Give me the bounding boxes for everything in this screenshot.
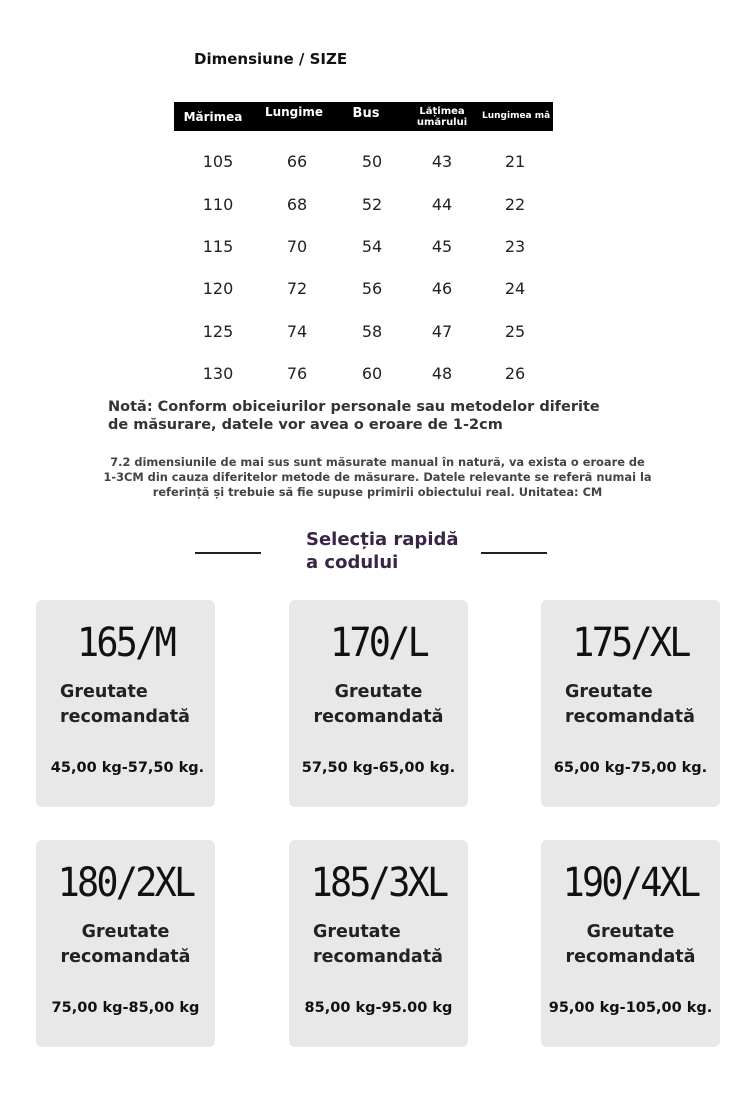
size-card-175-xl[interactable]: [541, 600, 720, 807]
card-weight-range: 75,00 kg-85,00 kg: [51, 1000, 200, 1016]
table-cell: 25: [504, 322, 526, 341]
table-cell: 125: [202, 322, 234, 341]
card-weight-range: 65,00 kg-75,00 kg.: [553, 760, 708, 776]
table-cell: 54: [361, 237, 383, 256]
table-cell: 58: [361, 322, 383, 341]
table-cell: 47: [431, 322, 453, 341]
size-card-180-2xl[interactable]: [36, 840, 215, 1047]
table-cell: 120: [202, 279, 234, 298]
table-cell: 76: [286, 364, 308, 383]
table-cell: 68: [286, 195, 308, 214]
card-size-label: 190/4XL: [562, 860, 699, 906]
card-weight-range: 85,00 kg-95.00 kg: [304, 1000, 453, 1016]
label-line: recomandată: [565, 707, 695, 727]
table-cell: 74: [286, 322, 308, 341]
divider-right: [481, 552, 547, 554]
size-card-165-m[interactable]: [36, 600, 215, 807]
table-cell: 22: [504, 195, 526, 214]
table-row: [174, 364, 553, 388]
table-cell: 44: [431, 195, 453, 214]
card-size-label: 185/3XL: [310, 860, 447, 906]
table-cell: 60: [361, 364, 383, 383]
label-line: Greutate: [565, 682, 653, 702]
card-size-label: 175/XL: [572, 620, 689, 666]
divider-left: [195, 552, 261, 554]
table-cell: 23: [504, 237, 526, 256]
label-line: recomandată: [60, 947, 191, 967]
card-weight-range: 95,00 kg-105,00 kg.: [548, 1000, 713, 1016]
table-cell: 130: [202, 364, 234, 383]
table-cell: 52: [361, 195, 383, 214]
table-cell: 46: [431, 279, 453, 298]
table-cell: 56: [361, 279, 383, 298]
table-cell: 72: [286, 279, 308, 298]
header-length: Lungime: [264, 105, 324, 119]
card-weight-label: [565, 680, 695, 730]
header-size: Mărimea: [183, 109, 243, 124]
table-cell: 105: [202, 152, 234, 171]
table-row: [174, 322, 553, 346]
header-shoulder-width: Lățimea umărului: [416, 105, 468, 128]
table-cell: 26: [504, 364, 526, 383]
label-line: Greutate: [334, 682, 423, 702]
table-row: [174, 279, 553, 303]
card-size-label: 170/L: [329, 620, 427, 666]
table-cell: 66: [286, 152, 308, 171]
card-weight-label: [289, 680, 468, 730]
quick-select-line: a codului: [306, 552, 399, 573]
card-weight-label: [541, 920, 720, 970]
size-card-185-3xl[interactable]: [289, 840, 468, 1047]
card-weight-label: [60, 680, 190, 730]
card-weight-label: [313, 920, 443, 970]
table-cell: 48: [431, 364, 453, 383]
table-cell: 21: [504, 152, 526, 171]
table-cell: 115: [202, 237, 234, 256]
measurement-note: [108, 398, 628, 434]
label-line: Greutate: [586, 922, 675, 942]
label-line: recomandată: [565, 947, 696, 967]
disclaimer-line: 1-3CM din cauza diferitelor metode de măsurare. Datele relevante se referă numai la: [103, 470, 652, 484]
table-cell: 43: [431, 152, 453, 171]
note-line: de măsurare, datele vor avea o eroare de 1-2cm: [108, 417, 503, 433]
table-cell: 50: [361, 152, 383, 171]
size-card-190-4xl[interactable]: [541, 840, 720, 1047]
card-size-label: 180/2XL: [57, 860, 194, 906]
table-cell: 45: [431, 237, 453, 256]
page-title: Dimensiune / SIZE: [194, 50, 348, 68]
note-line: Notă: Conform obiceiurilor personale sau metodelor diferite: [108, 399, 600, 415]
table-cell: 70: [286, 237, 308, 256]
label-line: recomandată: [60, 707, 190, 727]
card-size-label: 165/M: [76, 620, 174, 666]
label-line: Greutate: [60, 682, 148, 702]
label-line: recomandată: [313, 947, 443, 967]
size-table-header: [174, 102, 553, 131]
table-row: [174, 152, 553, 176]
card-weight-label: [36, 920, 215, 970]
table-row: [174, 237, 553, 261]
measurement-disclaimer: [90, 455, 665, 500]
header-sleeve-length: Lungimea mâ: [482, 111, 551, 121]
size-card-170-l[interactable]: [289, 600, 468, 807]
table-cell: 24: [504, 279, 526, 298]
card-weight-range: 57,50 kg-65,00 kg.: [301, 760, 456, 776]
label-line: Greutate: [81, 922, 170, 942]
label-line: recomandată: [313, 707, 444, 727]
card-weight-range: 45,00 kg-57,50 kg.: [50, 760, 205, 776]
table-cell: 110: [202, 195, 234, 214]
disclaimer-line: referință și trebuie să fie supuse primirii obiectului real. Unitatea: CM: [152, 485, 603, 499]
disclaimer-line: 7.2 dimensiunile de mai sus sunt măsurate manual în natură, va exista o eroare de: [110, 455, 645, 469]
header-bust: Bus: [352, 106, 380, 121]
quick-select-heading: [306, 528, 459, 574]
table-row: [174, 195, 553, 219]
label-line: Greutate: [313, 922, 401, 942]
quick-select-line: Selecția rapidă: [306, 529, 459, 550]
